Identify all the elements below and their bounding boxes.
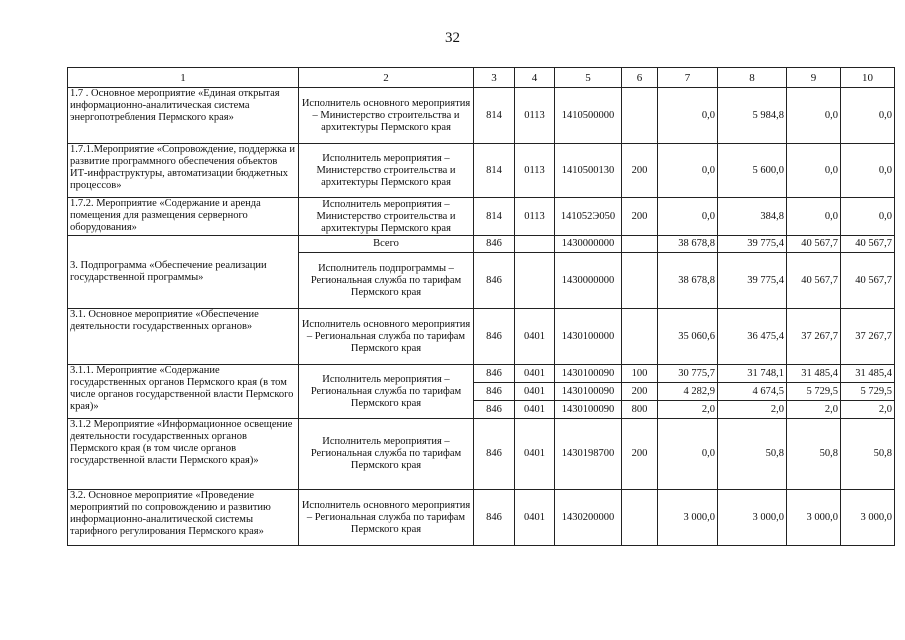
value-cell: 3 000,0 [718, 490, 787, 546]
value-cell: 1430198700 [555, 419, 622, 490]
row-executor: Исполнитель мероприятия – Министерство строительства и архитектуры Пермского края [299, 198, 474, 236]
value-cell: 5 729,5 [787, 383, 841, 401]
value-cell: 3 000,0 [658, 490, 718, 546]
value-cell: 846 [474, 309, 515, 365]
value-cell: 2,0 [658, 401, 718, 419]
budget-table [67, 67, 895, 546]
value-cell: 800 [622, 401, 658, 419]
value-cell: 0401 [515, 365, 555, 383]
value-cell: 36 475,4 [718, 309, 787, 365]
table-row [68, 309, 895, 365]
row-name: 3.2. Основное мероприятие «Проведение мероприятий по сопровождению и развитию информационно-аналитической системы тарифного регулирования Пермского края» [68, 490, 299, 546]
value-cell: 1410500130 [555, 144, 622, 198]
value-cell: 846 [474, 401, 515, 419]
header-cell: 4 [515, 68, 555, 88]
value-cell: 384,8 [718, 198, 787, 236]
value-cell: 4 674,5 [718, 383, 787, 401]
header-cell: 10 [841, 68, 895, 88]
table-row [68, 88, 895, 144]
value-cell: 1430100090 [555, 401, 622, 419]
value-cell: 3 000,0 [841, 490, 895, 546]
value-cell: 50,8 [787, 419, 841, 490]
row-executor: Исполнитель основного мероприятия – Региональная служба по тарифам Пермского края [299, 490, 474, 546]
row-name: 1.7 . Основное мероприятие «Единая открытая информационно-аналитическая система энергопотребления Пермского края» [68, 88, 299, 144]
value-cell: 5 729,5 [841, 383, 895, 401]
header-row [68, 68, 895, 88]
value-cell: 39 775,4 [718, 236, 787, 253]
header-cell: 1 [68, 68, 299, 88]
value-cell: 1410500000 [555, 88, 622, 144]
table-row [68, 419, 895, 490]
row-name: 3. Подпрограмма «Обеспечение реализации государственной программы» [68, 236, 299, 309]
value-cell: 5 984,8 [718, 88, 787, 144]
value-cell: 0401 [515, 490, 555, 546]
value-cell: 0,0 [787, 88, 841, 144]
value-cell: 40 567,7 [841, 236, 895, 253]
value-cell: 846 [474, 236, 515, 253]
value-cell: 1430100090 [555, 365, 622, 383]
value-cell: 30 775,7 [658, 365, 718, 383]
value-cell: 200 [622, 144, 658, 198]
header-cell: 3 [474, 68, 515, 88]
row-name: 3.1. Основное мероприятие «Обеспечение деятельности государственных органов» [68, 309, 299, 365]
row-name: 3.1.2 Мероприятие «Информационное освещение деятельности государственных органов Пермского края (в том числе органов государственной власти Пермского края)» [68, 419, 299, 490]
value-cell [622, 236, 658, 253]
value-cell: 1430100090 [555, 383, 622, 401]
value-cell: 1430000000 [555, 253, 622, 309]
header-cell: 5 [555, 68, 622, 88]
value-cell: 2,0 [841, 401, 895, 419]
row-executor: Исполнитель основного мероприятия – Министерство строительства и архитектуры Пермского края [299, 88, 474, 144]
row-executor: Исполнитель основного мероприятия – Региональная служба по тарифам Пермского края [299, 309, 474, 365]
row-name: 3.1.1. Мероприятие «Содержание государственных органов Пермского края (в том числе органов государственной власти Пермского края)» [68, 365, 299, 419]
value-cell: 31 485,4 [787, 365, 841, 383]
value-cell: 0,0 [658, 144, 718, 198]
value-cell: 814 [474, 88, 515, 144]
value-cell: 846 [474, 419, 515, 490]
value-cell: 0,0 [787, 144, 841, 198]
table-row [68, 236, 895, 253]
value-cell: 1430100000 [555, 309, 622, 365]
header-cell: 7 [658, 68, 718, 88]
value-cell: 200 [622, 383, 658, 401]
row-name: 1.7.1.Мероприятие «Сопровождение, поддержка и развитие программного обеспечения объектов ИТ-инфраструктуры, автоматизации бюджетных процессов» [68, 144, 299, 198]
value-cell: 0,0 [841, 88, 895, 144]
value-cell: 0401 [515, 419, 555, 490]
value-cell [515, 236, 555, 253]
value-cell: 846 [474, 490, 515, 546]
value-cell: 0401 [515, 401, 555, 419]
value-cell: 40 567,7 [841, 253, 895, 309]
value-cell: 200 [622, 419, 658, 490]
value-cell [622, 88, 658, 144]
header-cell: 2 [299, 68, 474, 88]
value-cell: 31 485,4 [841, 365, 895, 383]
value-cell: 2,0 [718, 401, 787, 419]
total-label: Всего [299, 236, 474, 253]
header-cell: 6 [622, 68, 658, 88]
value-cell: 5 600,0 [718, 144, 787, 198]
value-cell: 100 [622, 365, 658, 383]
value-cell: 0113 [515, 198, 555, 236]
table-row [68, 198, 895, 236]
value-cell: 0,0 [658, 88, 718, 144]
header-cell: 8 [718, 68, 787, 88]
value-cell: 50,8 [718, 419, 787, 490]
value-cell: 35 060,6 [658, 309, 718, 365]
table-row [68, 144, 895, 198]
value-cell: 39 775,4 [718, 253, 787, 309]
value-cell: 200 [622, 198, 658, 236]
value-cell: 2,0 [787, 401, 841, 419]
value-cell: 50,8 [841, 419, 895, 490]
row-executor: Исполнитель подпрограммы – Региональная служба по тарифам Пермского края [299, 253, 474, 309]
value-cell: 3 000,0 [787, 490, 841, 546]
value-cell: 38 678,8 [658, 253, 718, 309]
value-cell: 40 567,7 [787, 253, 841, 309]
header-cell: 9 [787, 68, 841, 88]
value-cell: 0,0 [658, 419, 718, 490]
value-cell: 846 [474, 253, 515, 309]
value-cell: 40 567,7 [787, 236, 841, 253]
value-cell [622, 490, 658, 546]
value-cell: 846 [474, 383, 515, 401]
value-cell: 4 282,9 [658, 383, 718, 401]
row-executor: Исполнитель мероприятия – Региональная служба по тарифам Пермского края [299, 419, 474, 490]
value-cell: 846 [474, 365, 515, 383]
value-cell: 38 678,8 [658, 236, 718, 253]
row-executor: Исполнитель мероприятия – Министерство строительства и архитектуры Пермского края [299, 144, 474, 198]
value-cell: 0401 [515, 309, 555, 365]
value-cell [622, 309, 658, 365]
value-cell: 814 [474, 198, 515, 236]
value-cell: 31 748,1 [718, 365, 787, 383]
table-row [68, 490, 895, 546]
value-cell: 0401 [515, 383, 555, 401]
value-cell: 1430000000 [555, 236, 622, 253]
value-cell: 0113 [515, 144, 555, 198]
value-cell: 0,0 [658, 198, 718, 236]
value-cell: 0113 [515, 88, 555, 144]
row-name: 1.7.2. Мероприятие «Содержание и аренда помещения для размещения серверного оборудования» [68, 198, 299, 236]
value-cell [622, 253, 658, 309]
row-executor: Исполнитель мероприятия – Региональная служба по тарифам Пермского края [299, 365, 474, 419]
value-cell: 0,0 [841, 144, 895, 198]
value-cell [515, 253, 555, 309]
page-number: 32 [445, 30, 460, 46]
value-cell: 814 [474, 144, 515, 198]
value-cell: 141052Э050 [555, 198, 622, 236]
table-row [68, 365, 895, 383]
value-cell: 37 267,7 [841, 309, 895, 365]
value-cell: 0,0 [787, 198, 841, 236]
value-cell: 37 267,7 [787, 309, 841, 365]
value-cell: 1430200000 [555, 490, 622, 546]
value-cell: 0,0 [841, 198, 895, 236]
